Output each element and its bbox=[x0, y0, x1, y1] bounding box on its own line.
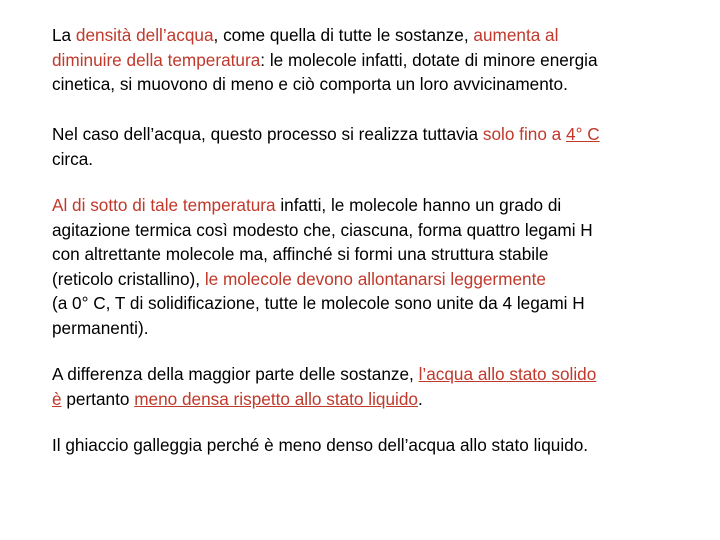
paragraph-solid-less-dense bbox=[52, 362, 702, 411]
highlighted-text: diminuire della temperatura bbox=[52, 49, 261, 70]
highlighted-text: solo fino a bbox=[482, 124, 567, 144]
text-segment: (a 0° C, T di solidificazione, tutte le molecole sono unite da 4 legami H bbox=[52, 293, 585, 313]
highlighted-text: le molecole devono allontanarsi leggermente bbox=[204, 268, 546, 289]
paragraph-below-temperature bbox=[52, 193, 702, 340]
text-segment: permanenti). bbox=[52, 317, 149, 338]
highlighted-text: l’acqua allo stato solido bbox=[418, 364, 597, 384]
text-segment: Nel caso dell’acqua, questo processo si realizza tuttavia bbox=[52, 124, 483, 144]
text-segment: con altrettante molecole ma, affinché si formi una struttura stabile bbox=[52, 244, 549, 264]
text-segment: agitazione termica così modesto che, ciascuna, forma quattro legami H bbox=[52, 219, 593, 240]
highlighted-text: meno densa rispetto allo stato liquido bbox=[134, 388, 418, 409]
paragraph-ice-floats bbox=[52, 433, 702, 458]
text-segment: circa. bbox=[52, 148, 94, 169]
highlighted-text: densità dell’acqua bbox=[75, 25, 214, 45]
text-segment: . bbox=[417, 388, 423, 409]
text-segment: cinetica, si muovono di meno e ciò comporta un loro avvicinamento. bbox=[52, 74, 568, 94]
text-segment: : le molecole infatti, dotate di minore energia bbox=[260, 49, 598, 70]
text-segment: pertanto bbox=[61, 388, 135, 409]
paragraph-density-intro bbox=[52, 23, 702, 97]
highlighted-text: è bbox=[52, 388, 62, 409]
text-segment: A differenza della maggior parte delle sostanze, bbox=[52, 364, 419, 384]
text-segment: , come quella di tutte le sostanze, bbox=[213, 25, 474, 45]
text-segment: (reticolo cristallino), bbox=[52, 268, 205, 289]
text-segment: Il ghiaccio galleggia perché è meno denso dell’acqua allo stato liquido. bbox=[52, 435, 589, 455]
highlighted-text: 4° C bbox=[566, 124, 600, 144]
highlighted-text: Al di sotto di tale temperatura bbox=[52, 195, 276, 215]
text-segment: infatti, le molecole hanno un grado di bbox=[275, 195, 562, 215]
highlighted-text: aumenta al bbox=[473, 25, 559, 45]
paragraph-four-degrees bbox=[52, 122, 702, 171]
text-segment: La bbox=[52, 25, 76, 45]
